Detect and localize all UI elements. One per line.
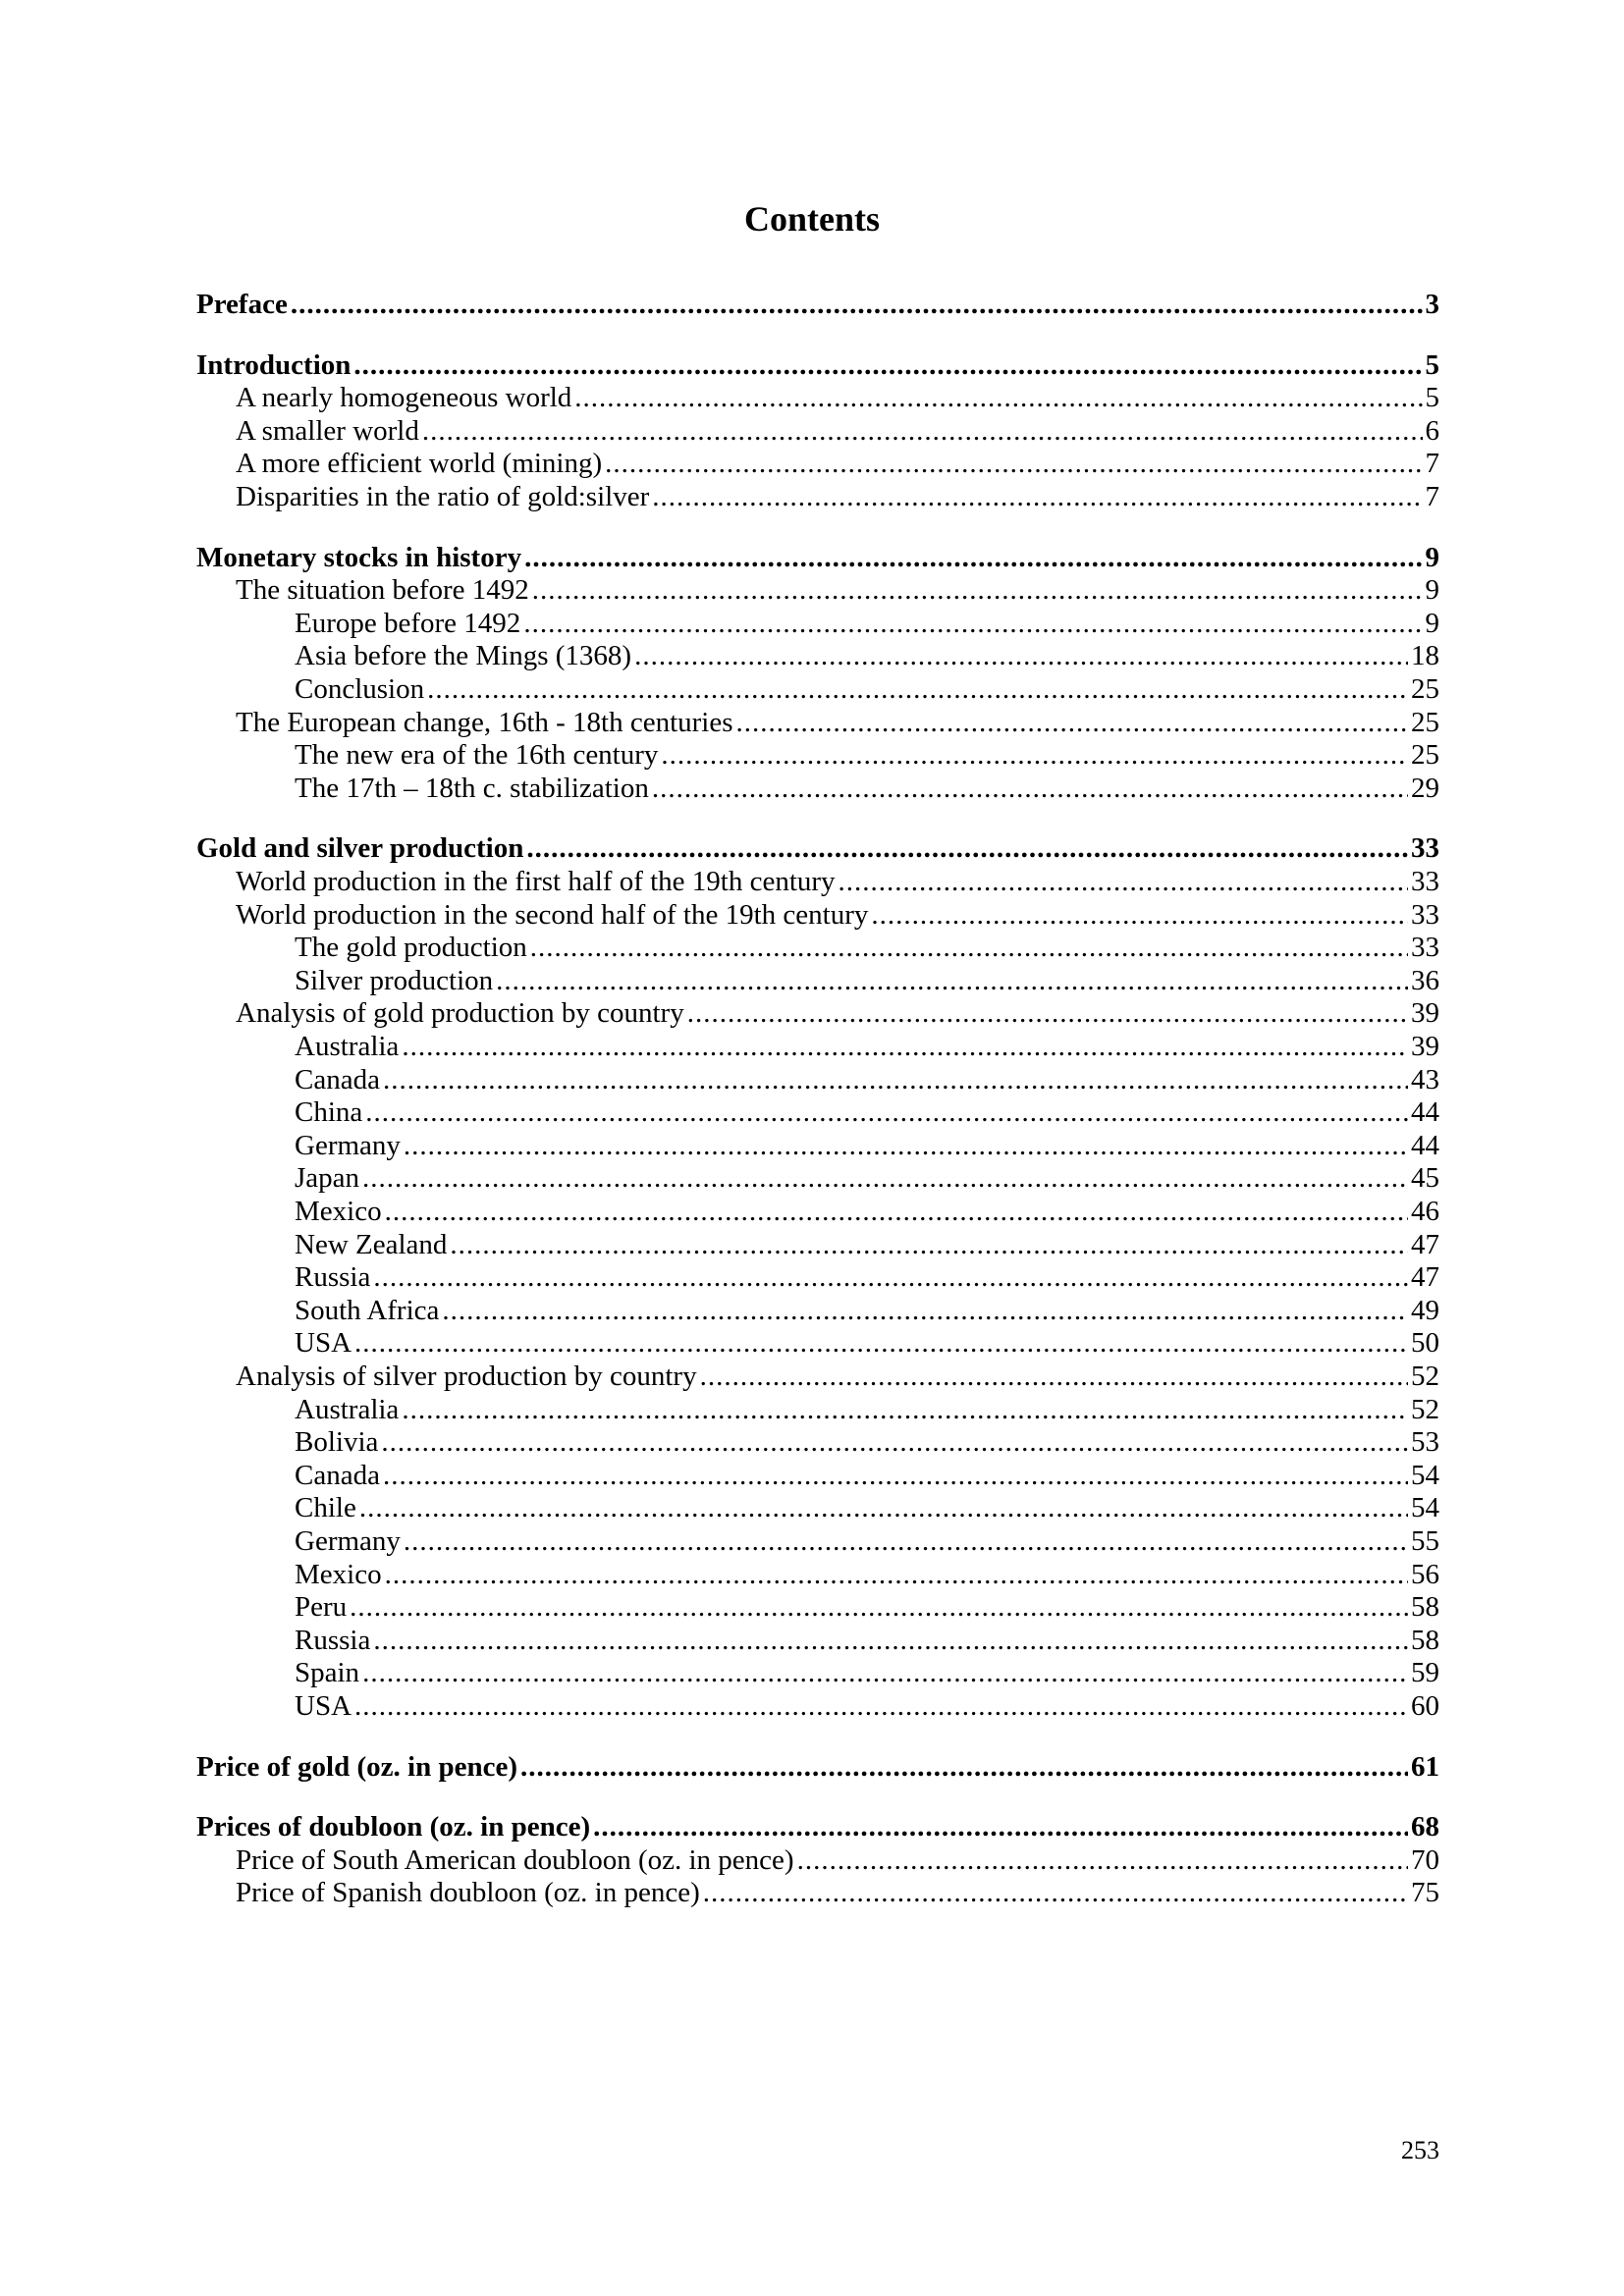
dot-leader (526, 831, 1408, 865)
toc-entry-label: China (295, 1096, 363, 1128)
toc-entry[interactable] (295, 1590, 1439, 1624)
toc-entry[interactable] (295, 772, 1439, 805)
toc-entry-page: 39 (1411, 997, 1439, 1029)
toc-entry-page: 56 (1411, 1559, 1439, 1590)
toc-entry-page: 70 (1411, 1844, 1439, 1876)
toc-entry-page: 58 (1411, 1591, 1439, 1623)
toc-entry-label: Monetary stocks in history (196, 542, 522, 573)
toc-entry-label: Germany (295, 1130, 401, 1161)
toc-entry[interactable] (236, 573, 1439, 607)
toc-entry-page: 49 (1411, 1295, 1439, 1326)
page-title: Contents (743, 199, 880, 239)
dot-leader (652, 772, 1408, 805)
dot-leader (373, 1260, 1408, 1294)
toc-entry-label: USA (295, 1690, 352, 1722)
dot-leader (700, 1360, 1408, 1393)
toc-entry-page: 18 (1411, 640, 1439, 671)
dot-leader (362, 1161, 1408, 1195)
toc-entry[interactable] (236, 706, 1439, 739)
dot-leader (687, 996, 1408, 1030)
toc-entry-page: 39 (1411, 1031, 1439, 1062)
toc-entry-label: Canada (295, 1460, 380, 1491)
dot-leader (385, 1558, 1408, 1591)
dot-leader (402, 1393, 1408, 1426)
dot-leader (652, 480, 1422, 513)
toc-entry[interactable] (236, 381, 1439, 414)
toc-entry-page: 7 (1425, 448, 1439, 479)
toc-entry-label: South Africa (295, 1295, 440, 1326)
toc-entry-label: Australia (295, 1031, 400, 1062)
toc-entry-page: 58 (1411, 1625, 1439, 1656)
toc-entry[interactable] (295, 1524, 1439, 1558)
toc-entry[interactable] (295, 1228, 1439, 1261)
dot-leader (350, 1590, 1408, 1624)
toc-entry-page: 50 (1411, 1327, 1439, 1359)
toc-entry-page: 9 (1425, 608, 1439, 639)
toc-entry-page: 33 (1411, 932, 1439, 963)
toc-entry-label: Analysis of silver production by country (236, 1361, 697, 1392)
dot-leader (703, 1876, 1408, 1909)
toc-entry[interactable] (295, 1689, 1439, 1723)
dot-leader (362, 1656, 1408, 1689)
toc-entry-label: Europe before 1492 (295, 608, 521, 639)
toc-entry-label: The situation before 1492 (236, 574, 529, 606)
toc-entry-label: Introduction (196, 349, 352, 381)
dot-leader (523, 607, 1422, 640)
toc-entry-label: Germany (295, 1525, 401, 1557)
dot-leader (404, 1524, 1408, 1558)
dot-leader (354, 1689, 1408, 1723)
toc-entry-label: Preface (196, 289, 288, 320)
toc-entry[interactable] (295, 1393, 1439, 1426)
toc-entry[interactable] (295, 1030, 1439, 1063)
toc-entry[interactable] (196, 1750, 1439, 1784)
toc-entry-page: 6 (1425, 415, 1439, 447)
toc-entry-page: 52 (1411, 1361, 1439, 1392)
toc-entry-label: Gold and silver production (196, 832, 524, 864)
toc-entry-label: The gold production (295, 932, 527, 963)
toc-entry-label: Prices of doubloon (oz. in pence) (196, 1811, 591, 1842)
toc-entry[interactable] (295, 1459, 1439, 1492)
toc-entry-page: 52 (1411, 1394, 1439, 1425)
toc-entry[interactable] (196, 541, 1439, 574)
toc-entry-label: Peru (295, 1591, 348, 1623)
dot-leader (530, 931, 1408, 964)
toc-entry-page: 25 (1411, 707, 1439, 738)
toc-entry-page: 75 (1411, 1877, 1439, 1908)
toc-entry[interactable] (295, 1624, 1439, 1657)
dot-leader (383, 1063, 1408, 1096)
dot-leader (605, 447, 1422, 480)
dot-leader (574, 381, 1422, 414)
toc-entry[interactable] (295, 672, 1439, 706)
toc-entry-label: Canada (295, 1064, 380, 1095)
toc-entry-label: World production in the second half of the 19th century (236, 899, 869, 931)
toc-entry-page: 46 (1411, 1196, 1439, 1227)
toc-entry[interactable] (236, 1843, 1439, 1877)
dot-leader (383, 1459, 1408, 1492)
toc-entry-label: USA (295, 1327, 352, 1359)
toc-entry-page: 47 (1411, 1229, 1439, 1260)
toc-entry-label: Price of South American doubloon (oz. in pence) (236, 1844, 794, 1876)
toc-entry-label: Russia (295, 1261, 371, 1293)
toc-entry-label: Bolivia (295, 1426, 379, 1458)
toc-entry-label: Mexico (295, 1559, 382, 1590)
dot-leader (354, 1326, 1408, 1360)
toc-entry-page: 59 (1411, 1657, 1439, 1688)
dot-leader (385, 1195, 1408, 1228)
toc-entry[interactable] (295, 639, 1439, 672)
toc-entry-page: 3 (1425, 289, 1439, 320)
toc-entry-page: 47 (1411, 1261, 1439, 1293)
toc-entry[interactable] (236, 480, 1439, 513)
dot-leader (353, 348, 1422, 382)
dot-leader (871, 898, 1408, 932)
toc-entry[interactable] (295, 1491, 1439, 1524)
toc-entry-page: 5 (1425, 349, 1439, 381)
dot-leader (593, 1810, 1408, 1843)
toc-entry-label: New Zealand (295, 1229, 448, 1260)
toc-entry-page: 43 (1411, 1064, 1439, 1095)
toc-entry-label: Conclusion (295, 673, 425, 705)
toc-entry[interactable] (295, 1129, 1439, 1162)
toc-entry-page: 68 (1411, 1811, 1439, 1842)
toc-entry[interactable] (236, 447, 1439, 480)
toc-entry[interactable] (236, 414, 1439, 448)
toc-entry-page: 9 (1425, 574, 1439, 606)
toc-entry-page: 45 (1411, 1162, 1439, 1194)
dot-leader (634, 639, 1408, 672)
dot-leader (359, 1491, 1408, 1524)
page-number: 253 (1401, 2136, 1439, 2164)
toc-entry-label: Silver production (295, 965, 494, 996)
toc-entry[interactable] (295, 1161, 1439, 1195)
toc-entry[interactable] (295, 1326, 1439, 1360)
toc-entry-label: Russia (295, 1625, 371, 1656)
toc-entry-page: 29 (1411, 773, 1439, 804)
toc-entry[interactable] (295, 1294, 1439, 1327)
toc-entry-page: 61 (1411, 1751, 1439, 1783)
toc-entry[interactable] (236, 1876, 1439, 1909)
toc-entry[interactable] (236, 865, 1439, 898)
dot-leader (402, 1030, 1408, 1063)
toc-entry[interactable] (295, 607, 1439, 640)
toc-entry[interactable] (295, 1195, 1439, 1228)
toc-entry-page: 54 (1411, 1460, 1439, 1491)
dot-leader (442, 1294, 1408, 1327)
toc-entry-label: A smaller world (236, 415, 419, 447)
toc-entry-page: 25 (1411, 739, 1439, 771)
toc-entry-page: 60 (1411, 1690, 1439, 1722)
toc-entry-label: World production in the first half of the 19th century (236, 866, 836, 897)
toc-entry-label: Japan (295, 1162, 360, 1194)
toc-entry-label: Price of Spanish doubloon (oz. in pence) (236, 1877, 700, 1908)
toc-entry[interactable] (196, 288, 1439, 321)
dot-leader (661, 738, 1408, 772)
toc-entry-page: 33 (1411, 899, 1439, 931)
toc-entry-page: 36 (1411, 965, 1439, 996)
toc-entry[interactable] (295, 1425, 1439, 1459)
toc-entry-label: Price of gold (oz. in pence) (196, 1751, 517, 1783)
toc-entry[interactable] (196, 1810, 1439, 1843)
toc-entry[interactable] (236, 1360, 1439, 1393)
toc-entry-page: 54 (1411, 1492, 1439, 1523)
toc-entry-label: Australia (295, 1394, 400, 1425)
dot-leader (291, 288, 1423, 321)
toc-entry[interactable] (196, 831, 1439, 865)
dot-leader (427, 672, 1408, 706)
toc-entry-page: 53 (1411, 1426, 1439, 1458)
toc-entry-page: 44 (1411, 1096, 1439, 1128)
toc-entry-label: Disparities in the ratio of gold:silver (236, 481, 650, 512)
toc-entry[interactable] (295, 964, 1439, 997)
toc-entry[interactable] (196, 348, 1439, 382)
toc-entry-page: 33 (1411, 866, 1439, 897)
toc-entry-page: 44 (1411, 1130, 1439, 1161)
toc-entry[interactable] (295, 1656, 1439, 1689)
dot-leader (736, 706, 1408, 739)
toc-entry[interactable] (295, 1063, 1439, 1096)
dot-leader (520, 1750, 1408, 1784)
toc-entry-label: Spain (295, 1657, 360, 1688)
toc-entry-label: The new era of the 16th century (295, 739, 659, 771)
dot-leader (404, 1129, 1408, 1162)
toc-entry-label: Chile (295, 1492, 356, 1523)
dot-leader (839, 865, 1408, 898)
toc-entry-label: Mexico (295, 1196, 382, 1227)
dot-leader (797, 1843, 1408, 1877)
dot-leader (422, 414, 1423, 448)
dot-leader (496, 964, 1408, 997)
toc-entry[interactable] (295, 931, 1439, 964)
toc-entry[interactable] (236, 996, 1439, 1030)
toc-entry[interactable] (295, 1095, 1439, 1129)
toc-entry-label: The 17th – 18th c. stabilization (295, 773, 649, 804)
toc-entry-page: 7 (1425, 481, 1439, 512)
toc-entry-page: 25 (1411, 673, 1439, 705)
toc-entry[interactable] (236, 898, 1439, 932)
dot-leader (450, 1228, 1408, 1261)
dot-leader (524, 541, 1422, 574)
toc-entry-label: Analysis of gold production by country (236, 997, 684, 1029)
toc-entry-label: A more efficient world (mining) (236, 448, 603, 479)
toc-entry-page: 9 (1425, 542, 1439, 573)
toc-entry[interactable] (295, 1260, 1439, 1294)
toc-entry-label: The European change, 16th - 18th centuries (236, 707, 733, 738)
dot-leader (365, 1095, 1408, 1129)
toc-entry-label: Asia before the Mings (1368) (295, 640, 632, 671)
dot-leader (532, 573, 1423, 607)
toc-entry-page: 5 (1425, 382, 1439, 413)
toc-entry[interactable] (295, 738, 1439, 772)
toc-entry-page: 55 (1411, 1525, 1439, 1557)
dot-leader (373, 1624, 1408, 1657)
toc-entry-label: A nearly homogeneous world (236, 382, 572, 413)
toc-entry-page: 33 (1411, 832, 1439, 864)
toc-entry[interactable] (295, 1558, 1439, 1591)
dot-leader (381, 1425, 1408, 1459)
